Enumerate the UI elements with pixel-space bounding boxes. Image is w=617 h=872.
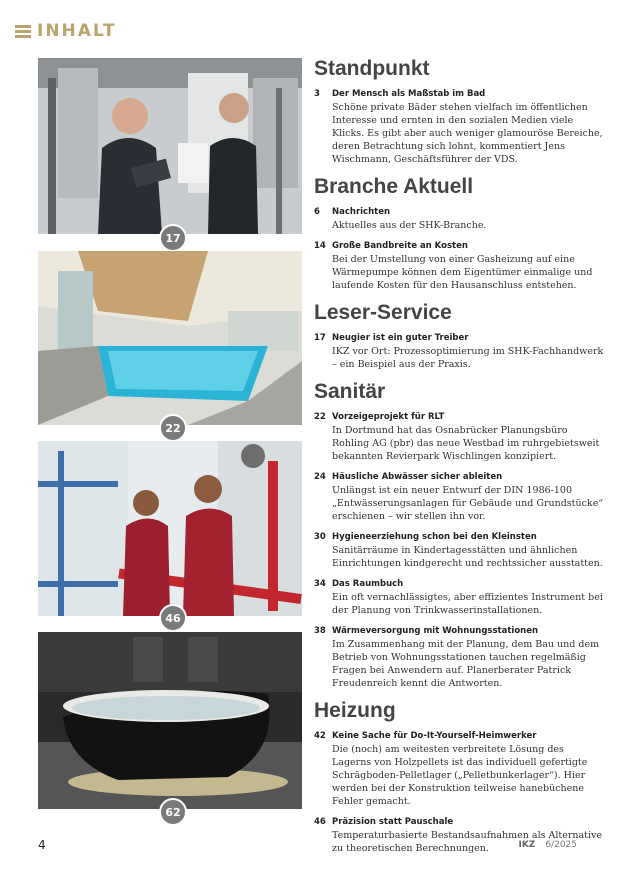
toc-entry[interactable] [314,332,606,371]
magazine-name: IKZ [518,840,536,850]
entry-page: 38 [314,626,326,636]
magazine-issue [518,840,577,850]
entry-desc: Aktuelles aus der SHK-Branche. [332,220,487,231]
toc-entry[interactable] [314,206,606,232]
toc-entry[interactable] [314,730,606,808]
entry-desc: In Dortmund hat das Osnabrücker Planungsbüro Rohling AG (pbr) das neue Westbad im ruhrgebietsweit bekannten Revierpark Wischlingen konzipiert. [332,425,600,462]
toc-entry[interactable] [314,531,606,570]
entry-desc: Unlängst ist ein neuer Entwurf der DIN 1986-100 „Entwässerungsanlagen für Gebäude und Grundstücke“ erschienen – wir stellen ihn vor. [332,485,604,522]
pipe-workshop-photo [38,441,302,625]
toc-entry[interactable] [314,88,606,166]
entry-page: 14 [314,241,326,251]
entry-page: 46 [314,817,326,827]
entry-title: Häusliche Abwässer sicher ableiten [332,472,503,482]
section-title: Sanitär [314,380,386,403]
entry-page: 34 [314,579,326,589]
entry-title: Große Bandbreite an Kosten [332,241,468,251]
page-badge: 17 [159,224,187,252]
entry-title: Präzision statt Pauschale [332,817,454,827]
toc-entry[interactable] [314,625,606,690]
entry-page: 6 [314,207,320,217]
entry-title: Hygieneerziehung schon bei den Kleinsten [332,532,537,542]
entry-desc: Sanitärräume in Kindertagesstätten und ähnlichen Einrichtungen kindgerecht und rechtssicher ausstatten. [332,545,603,569]
entry-title: Wärmeversorgung mit Wohnungsstationen [332,626,539,636]
page-number: 4 [38,838,46,852]
section-title: Heizung [314,699,396,722]
entry-page: 22 [314,412,326,422]
section-title: Standpunkt [314,57,430,80]
entry-desc: Temperaturbasierte Bestandsaufnahmen als Alternative zu theoretischen Berechnungen. [332,830,603,854]
page-badge: 22 [159,414,187,442]
toc-entry[interactable] [314,471,606,523]
entry-title: Nachrichten [332,207,391,217]
technicians-photo [38,58,302,245]
entry-page: 42 [314,731,326,741]
entry-title: Der Mensch als Maßstab im Bad [332,89,486,99]
entry-page: 30 [314,532,326,542]
toc-entry[interactable] [314,578,606,617]
entry-desc: Im Zusammenhang mit der Planung, dem Bau und dem Betrieb von Wohnungsstationen tauchen regelmäßig Fragen bei Anwendern auf. Planerberater Patrick Freudenreich kennt die Antworten. [332,639,600,689]
entry-desc: Die (noch) am weitesten verbreitete Lösung des Lagerns von Holzpellets ist das individuell gefertigte Schrägboden-Pelletlager („Pelletbunkerlager“). Hier werden bei der Konstruktion teilweise hanebüchene Fehler gemacht. [332,744,588,807]
issue-number: 6/2025 [545,840,577,850]
entry-desc: Bei der Umstellung von einer Gasheizung auf eine Wärmepumpe können dem Eigentümer einmalige und laufende Kosten für den Hausanschluss entstehen. [332,254,593,291]
page-badge: 62 [159,798,187,826]
bathtub-photo [38,632,302,819]
entry-page: 3 [314,89,320,99]
section-standpunkt [314,56,606,166]
entry-title: Vorzeigeprojekt für RLT [332,412,445,422]
contents-header [15,20,117,42]
entry-title: Keine Sache für Do-It-Yourself-Heimwerker [332,731,537,741]
entry-title: Das Raumbuch [332,579,404,589]
header-title: INHALT [37,21,117,41]
entry-desc: IKZ vor Ort: Prozessoptimierung im SHK-Fachhandwerk – ein Beispiel aus der Praxis. [332,346,604,370]
section-title: Branche Aktuell [314,175,474,198]
toc-entry[interactable] [314,411,606,463]
page-badge: 46 [159,604,187,632]
section-sanitaer [314,379,606,690]
menu-bars-icon [15,23,31,40]
entry-desc: Ein oft vernachlässigtes, aber effizientes Instrument bei der Planung von Trinkwasserinstallationen. [332,592,603,616]
section-branche [314,174,606,292]
entry-desc: Schöne private Bäder stehen vielfach im öffentlichen Interesse und ernten in den sozialen Medien viele Klicks. Es gibt aber auch weniger glamouröse Bereiche, deren Betrachtung sich lohnt, kommentiert Jens Wischmann, Geschäftsführer der VDS. [332,102,603,165]
entry-page: 24 [314,472,326,482]
toc-entry[interactable] [314,240,606,292]
indoor-pool-photo [38,251,302,435]
section-title: Leser-Service [314,301,452,324]
entry-page: 17 [314,333,326,343]
table-of-contents [314,56,606,863]
section-leser-service [314,300,606,371]
entry-title: Neugier ist ein guter Treiber [332,333,469,343]
section-heizung [314,698,606,855]
